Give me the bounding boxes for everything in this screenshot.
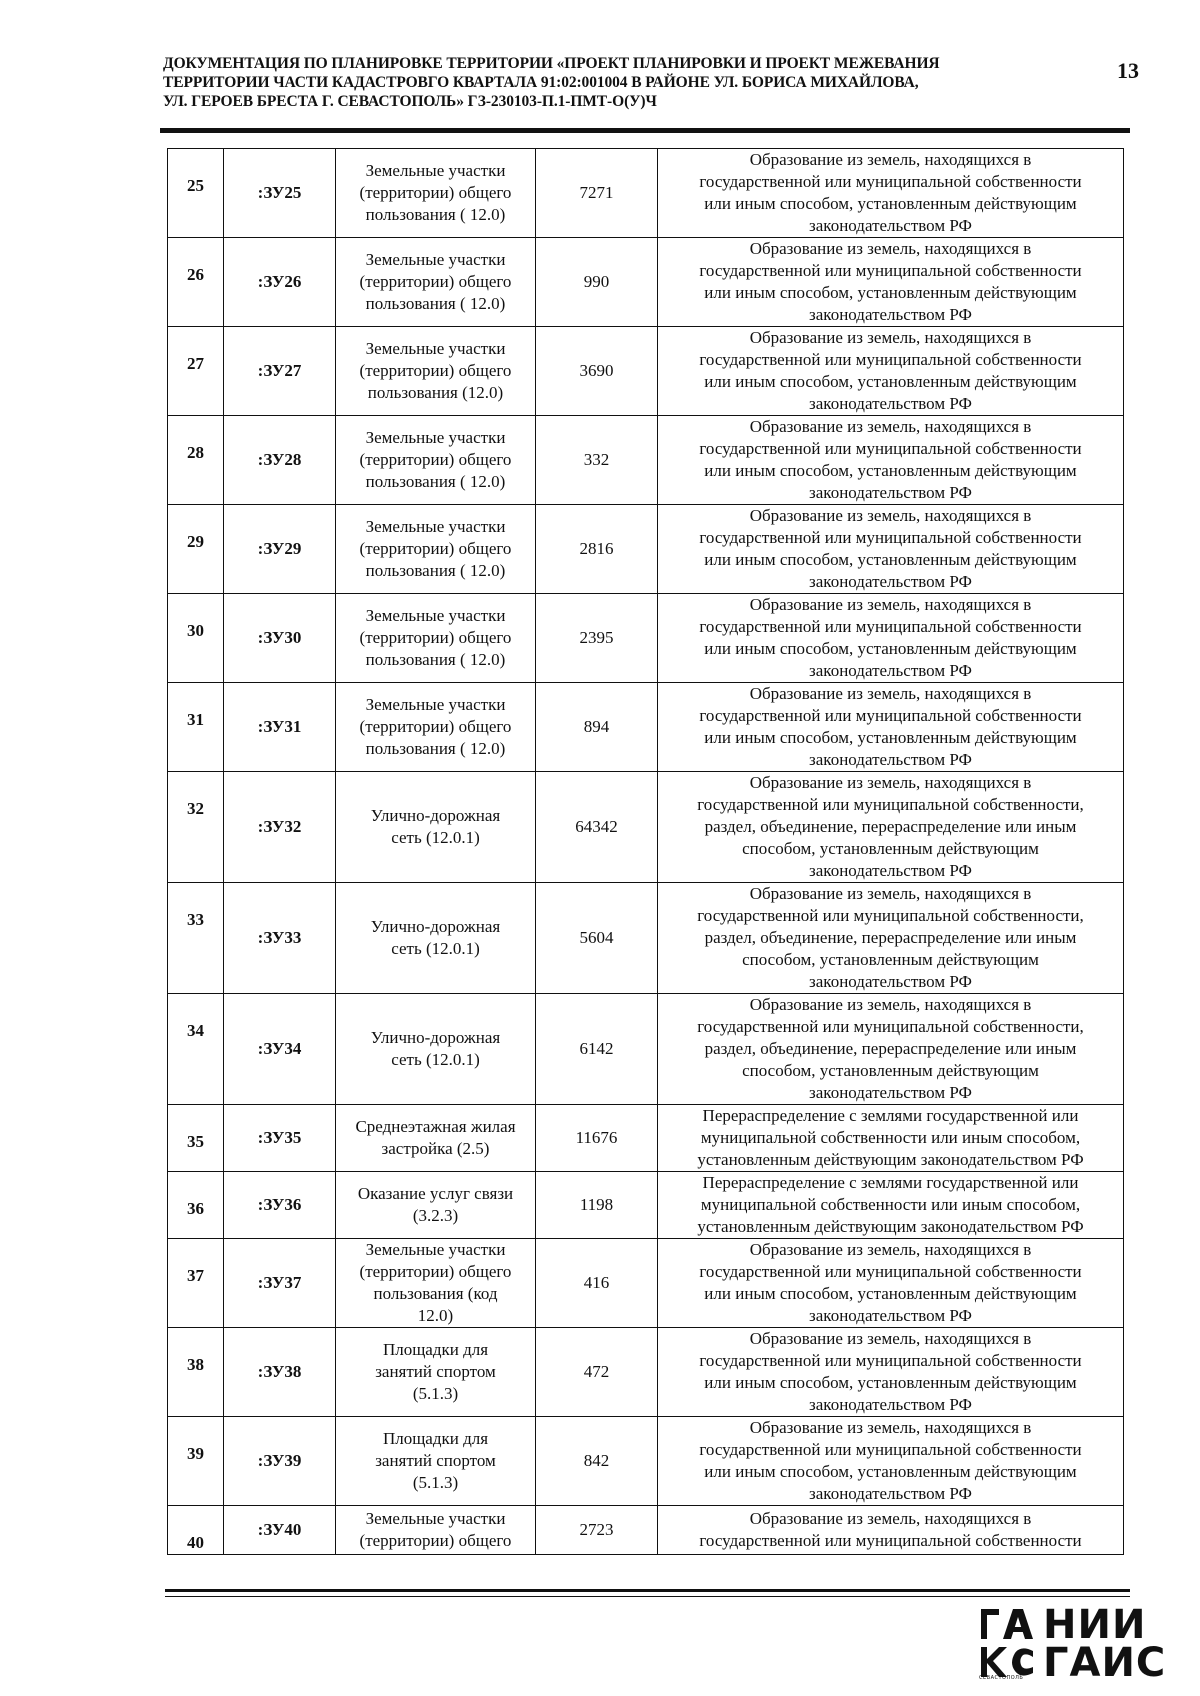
permitted-use [336, 772, 536, 883]
permitted-use [336, 594, 536, 683]
formation-method-line: государственной или муниципальной собственности [699, 1262, 1082, 1281]
formation-method [658, 149, 1124, 238]
header-line-1: ДОКУМЕНТАЦИЯ ПО ПЛАНИРОВКЕ ТЕРРИТОРИИ «ПРОЕКТ ПЛАНИРОВКИ И ПРОЕКТ МЕЖЕВАНИЯ [163, 55, 940, 72]
permitted-use-line: пользования (код [373, 1284, 498, 1303]
permitted-use-line: Улично-дорожная [370, 1028, 501, 1047]
header-divider [160, 128, 1130, 133]
permitted-use-line: Земельные участки [365, 606, 506, 625]
permitted-use-line: пользования ( 12.0) [365, 205, 506, 224]
formation-method [658, 1328, 1124, 1417]
permitted-use [336, 1172, 536, 1239]
row-number: 33 [168, 883, 224, 994]
formation-method-line: законодательством РФ [809, 1306, 972, 1325]
plot-code: :ЗУ29 [224, 505, 336, 594]
permitted-use-line: Улично-дорожная [370, 917, 501, 936]
formation-method-line: установленным действующим законодательством РФ [697, 1217, 1084, 1236]
table-row [168, 594, 1124, 683]
permitted-use [336, 1239, 536, 1328]
permitted-use [336, 1105, 536, 1172]
formation-method-line: государственной или муниципальной собственности [699, 706, 1082, 725]
permitted-use-line: Земельные участки [365, 339, 506, 358]
plot-area: 990 [536, 238, 658, 327]
permitted-use-line: сеть (12.0.1) [391, 1050, 480, 1069]
permitted-use-line: (территории) общего [359, 272, 512, 291]
formation-method-line: или иным способом, установленным действующим [704, 550, 1077, 569]
formation-method [658, 883, 1124, 994]
permitted-use-line: Земельные участки [365, 1240, 506, 1259]
formation-method-line: государственной или муниципальной собственности, [697, 906, 1084, 925]
permitted-use-line: (территории) общего [359, 717, 512, 736]
row-number: 32 [168, 772, 224, 883]
formation-method-line: муниципальной собственности или иным способом, [700, 1128, 1081, 1147]
table-row [168, 683, 1124, 772]
plot-code: :ЗУ38 [224, 1328, 336, 1417]
table-row [168, 416, 1124, 505]
land-plots-table [167, 148, 1124, 1555]
formation-method-line: законодательством РФ [809, 1395, 972, 1414]
formation-method-line: государственной или муниципальной собственности [699, 528, 1082, 547]
plot-area: 11676 [536, 1105, 658, 1172]
formation-method-line: Образование из земель, находящихся в [749, 684, 1032, 703]
plot-area: 2395 [536, 594, 658, 683]
permitted-use [336, 883, 536, 994]
formation-method-line: законодательством РФ [809, 1083, 972, 1102]
row-number: 35 [168, 1105, 224, 1172]
permitted-use-line: Земельные участки [365, 695, 506, 714]
row-number: 27 [168, 327, 224, 416]
permitted-use-line: (5.1.3) [412, 1473, 459, 1492]
permitted-use [336, 416, 536, 505]
permitted-use-line: сеть (12.0.1) [391, 828, 480, 847]
formation-method-line: способом, установленным действующим [742, 839, 1039, 858]
table-row [168, 994, 1124, 1105]
permitted-use-line: (5.1.3) [412, 1384, 459, 1403]
formation-method-line: Образование из земель, находящихся в [749, 995, 1032, 1014]
plot-area: 64342 [536, 772, 658, 883]
formation-method [658, 1417, 1124, 1506]
permitted-use-line: (территории) общего [359, 183, 512, 202]
formation-method-line: законодательством РФ [809, 305, 972, 324]
permitted-use-line: пользования ( 12.0) [365, 561, 506, 580]
permitted-use-line: сеть (12.0.1) [391, 939, 480, 958]
logo-mark-icon [979, 1607, 1037, 1681]
permitted-use [336, 994, 536, 1105]
plot-area: 7271 [536, 149, 658, 238]
logo-small-text: СЕВАСТОПОЛЬ [979, 1675, 1024, 1681]
formation-method [658, 772, 1124, 883]
table-row [168, 1417, 1124, 1506]
formation-method-line: законодательством РФ [809, 661, 972, 680]
formation-method [658, 594, 1124, 683]
formation-method-line: Образование из земель, находящихся в [749, 328, 1032, 347]
plot-area: 1198 [536, 1172, 658, 1239]
formation-method [658, 327, 1124, 416]
formation-method-line: или иным способом, установленным действующим [704, 461, 1077, 480]
permitted-use-line: застройка (2.5) [381, 1139, 490, 1158]
permitted-use [336, 327, 536, 416]
formation-method-line: Образование из земель, находящихся в [749, 239, 1032, 258]
formation-method-line: государственной или муниципальной собственности [699, 439, 1082, 458]
formation-method-line: или иным способом, установленным действующим [704, 1462, 1077, 1481]
plot-code: :ЗУ39 [224, 1417, 336, 1506]
permitted-use-line: Земельные участки [365, 428, 506, 447]
formation-method-line: или иным способом, установленным действующим [704, 1373, 1077, 1392]
formation-method-line: Образование из земель, находящихся в [749, 1329, 1032, 1348]
permitted-use-line: Земельные участки [365, 161, 506, 180]
table-row [168, 149, 1124, 238]
formation-method-line: Перераспределение с землями государственной или [702, 1173, 1079, 1192]
table-row [168, 1105, 1124, 1172]
table-row [168, 772, 1124, 883]
formation-method [658, 1172, 1124, 1239]
logo-text-line1: НИИ [1043, 1602, 1147, 1648]
row-number: 26 [168, 238, 224, 327]
plot-code: :ЗУ28 [224, 416, 336, 505]
permitted-use [336, 149, 536, 238]
header-line-2: ТЕРРИТОРИИ ЧАСТИ КАДАСТРОВГО КВАРТАЛА 91:02:001004 В РАЙОНЕ УЛ. БОРИСА МИХАЙЛОВА, [163, 74, 919, 91]
formation-method-line: Образование из земель, находящихся в [749, 1418, 1032, 1437]
row-number: 29 [168, 505, 224, 594]
formation-method-line: государственной или муниципальной собственности [699, 1440, 1082, 1459]
formation-method [658, 1506, 1124, 1555]
formation-method-line: или иным способом, установленным действующим [704, 372, 1077, 391]
table-row [168, 238, 1124, 327]
formation-method-line: способом, установленным действующим [742, 950, 1039, 969]
formation-method-line: раздел, объединение, перераспределение или иным [704, 1039, 1077, 1058]
permitted-use-line: (3.2.3) [412, 1206, 459, 1225]
formation-method-line: или иным способом, установленным действующим [704, 283, 1077, 302]
permitted-use [336, 505, 536, 594]
permitted-use-line: (территории) общего [359, 361, 512, 380]
footer-divider [165, 1589, 1130, 1592]
row-number: 28 [168, 416, 224, 505]
permitted-use-line: (территории) общего [359, 1531, 512, 1550]
plot-code: :ЗУ34 [224, 994, 336, 1105]
row-number: 38 [168, 1328, 224, 1417]
formation-method-line: законодательством РФ [809, 861, 972, 880]
permitted-use-line: (территории) общего [359, 628, 512, 647]
plot-code: :ЗУ27 [224, 327, 336, 416]
plot-code: :ЗУ25 [224, 149, 336, 238]
formation-method-line: Образование из земель, находящихся в [749, 417, 1032, 436]
permitted-use-line: Площадки для [382, 1429, 489, 1448]
permitted-use-line: пользования ( 12.0) [365, 472, 506, 491]
table-row [168, 505, 1124, 594]
formation-method-line: государственной или муниципальной собственности [699, 172, 1082, 191]
formation-method-line: Образование из земель, находящихся в [749, 1240, 1032, 1259]
row-number: 30 [168, 594, 224, 683]
permitted-use-line: пользования ( 12.0) [365, 739, 506, 758]
formation-method-line: законодательством РФ [809, 972, 972, 991]
permitted-use-line: Оказание услуг связи [357, 1184, 514, 1203]
plot-code: :ЗУ33 [224, 883, 336, 994]
plot-area: 332 [536, 416, 658, 505]
formation-method-line: Образование из земель, находящихся в [749, 1509, 1032, 1528]
formation-method-line: законодательством РФ [809, 483, 972, 502]
plot-area: 416 [536, 1239, 658, 1328]
row-number: 31 [168, 683, 224, 772]
formation-method-line: государственной или муниципальной собственности [699, 350, 1082, 369]
formation-method-line: Образование из земель, находящихся в [749, 595, 1032, 614]
plot-code: :ЗУ30 [224, 594, 336, 683]
plot-code: :ЗУ31 [224, 683, 336, 772]
formation-method-line: законодательством РФ [809, 216, 972, 235]
permitted-use-line: Земельные участки [365, 250, 506, 269]
formation-method-line: раздел, объединение, перераспределение или иным [704, 817, 1077, 836]
formation-method-line: или иным способом, установленным действующим [704, 1284, 1077, 1303]
footer-divider-thin [165, 1596, 1130, 1597]
table-row [168, 327, 1124, 416]
formation-method-line: государственной или муниципальной собственности, [697, 1017, 1084, 1036]
permitted-use-line: занятий спортом [375, 1362, 496, 1381]
formation-method [658, 1239, 1124, 1328]
formation-method-line: Образование из земель, находящихся в [749, 150, 1032, 169]
permitted-use [336, 1417, 536, 1506]
table-row [168, 1506, 1124, 1555]
formation-method-line: Образование из земель, находящихся в [749, 506, 1032, 525]
formation-method [658, 683, 1124, 772]
permitted-use [336, 238, 536, 327]
formation-method-line: или иным способом, установленным действующим [704, 194, 1077, 213]
plot-code: :ЗУ40 [224, 1506, 336, 1555]
plot-code: :ЗУ35 [224, 1105, 336, 1172]
table-row [168, 883, 1124, 994]
plot-area: 894 [536, 683, 658, 772]
permitted-use-line: (территории) общего [359, 539, 512, 558]
formation-method-line: государственной или муниципальной собственности [699, 1351, 1082, 1370]
formation-method-line: государственной или муниципальной собственности, [697, 795, 1084, 814]
permitted-use-line: 12.0) [417, 1306, 454, 1325]
table-row [168, 1239, 1124, 1328]
formation-method [658, 238, 1124, 327]
formation-method-line: государственной или муниципальной собственности [699, 617, 1082, 636]
plot-area: 472 [536, 1328, 658, 1417]
formation-method-line: законодательством РФ [809, 394, 972, 413]
permitted-use-line: Площадки для [382, 1340, 489, 1359]
permitted-use-line: пользования ( 12.0) [365, 650, 506, 669]
niigais-logo [979, 1602, 1167, 1686]
plot-area: 842 [536, 1417, 658, 1506]
plot-code: :ЗУ36 [224, 1172, 336, 1239]
formation-method [658, 416, 1124, 505]
permitted-use-line: занятий спортом [375, 1451, 496, 1470]
table-row [168, 1172, 1124, 1239]
permitted-use [336, 683, 536, 772]
plot-area: 5604 [536, 883, 658, 994]
row-number: 34 [168, 994, 224, 1105]
formation-method-line: государственной или муниципальной собственности [699, 261, 1082, 280]
plot-area: 6142 [536, 994, 658, 1105]
formation-method-line: Перераспределение с землями государственной или [702, 1106, 1079, 1125]
plot-code: :ЗУ26 [224, 238, 336, 327]
permitted-use-line: Среднеэтажная жилая [355, 1117, 516, 1136]
formation-method [658, 1105, 1124, 1172]
permitted-use-line: (территории) общего [359, 450, 512, 469]
row-number: 39 [168, 1417, 224, 1506]
permitted-use [336, 1506, 536, 1555]
formation-method-line: государственной или муниципальной собственности [699, 1531, 1082, 1550]
plot-area: 2723 [536, 1506, 658, 1555]
permitted-use-line: пользования (12.0) [367, 383, 504, 402]
row-number: 36 [168, 1172, 224, 1239]
page-number: 13 [1117, 58, 1139, 83]
logo-text-line2: ГАИС [1043, 1640, 1167, 1686]
formation-method-line: или иным способом, установленным действующим [704, 639, 1077, 658]
row-number: 25 [168, 149, 224, 238]
plot-area: 3690 [536, 327, 658, 416]
formation-method-line: Образование из земель, находящихся в [749, 773, 1032, 792]
permitted-use [336, 1328, 536, 1417]
formation-method [658, 994, 1124, 1105]
formation-method-line: или иным способом, установленным действующим [704, 728, 1077, 747]
formation-method-line: раздел, объединение, перераспределение или иным [704, 928, 1077, 947]
formation-method-line: законодательством РФ [809, 572, 972, 591]
permitted-use-line: Земельные участки [365, 517, 506, 536]
row-number: 37 [168, 1239, 224, 1328]
formation-method-line: способом, установленным действующим [742, 1061, 1039, 1080]
permitted-use-line: Улично-дорожная [370, 806, 501, 825]
permitted-use-line: Земельные участки [365, 1509, 506, 1528]
row-number: 40 [168, 1506, 224, 1555]
formation-method-line: законодательством РФ [809, 1484, 972, 1503]
document-header [163, 54, 1063, 111]
plot-code: :ЗУ32 [224, 772, 336, 883]
plot-code: :ЗУ37 [224, 1239, 336, 1328]
plot-area: 2816 [536, 505, 658, 594]
permitted-use-line: пользования ( 12.0) [365, 294, 506, 313]
table-row [168, 1328, 1124, 1417]
formation-method-line: муниципальной собственности или иным способом, [700, 1195, 1081, 1214]
formation-method-line: законодательством РФ [809, 750, 972, 769]
permitted-use-line: (территории) общего [359, 1262, 512, 1281]
formation-method [658, 505, 1124, 594]
header-line-3: УЛ. ГЕРОЕВ БРЕСТА Г. СЕВАСТОПОЛЬ» ГЗ-230103-П.1-ПМТ-О(У)Ч [163, 93, 657, 110]
formation-method-line: установленным действующим законодательством РФ [697, 1150, 1084, 1169]
formation-method-line: Образование из земель, находящихся в [749, 884, 1032, 903]
